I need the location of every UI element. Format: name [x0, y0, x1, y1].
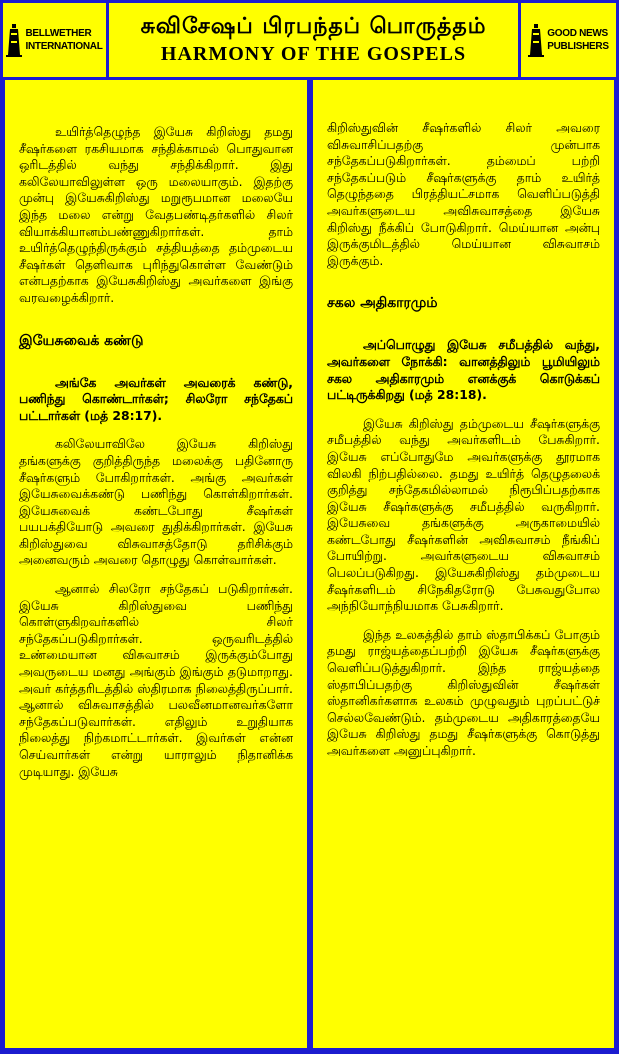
right-logo-line2: PUBLISHERS — [547, 41, 609, 52]
lighthouse-icon — [6, 23, 22, 57]
right-paragraph-2: இயேசு கிறிஸ்து தம்முடைய சீஷர்களுக்கு சமீபத்தில் வந்து அவர்களிடம் பேசுகிறார். இயேசு எப்போதுமே அவர்களுக்கு தூரமாக விலகி நிற்பதில்லை. தமது உயிர்த் தெழுதலைக் குறித்து சந்தேகமில்லாமல் நிரூபிப்பதற்காக இயேசு சீஷர்களுக்கு சமீபத்தில் வருகிறார். இயேசுவை தங்களுக்கு அருகாமையில் கண்டபோது சீஷர்களின் அவிசுவாசம் நீங்கிப் போயிற்று. அவர்களுடைய விசுவாசம் பெலப்படுகிறது. இயேசுகிறிஸ்து தம்முடைய சீஷர்களிடம் சிநேகிதரோடு பேசுவதுபோல அந்நியோந்நியமாக பேசுகிறார். — [327, 415, 600, 614]
page-title-tamil: சுவிசேஷப் பிரபந்தப் பொருத்தம் — [140, 14, 487, 39]
right-scripture-quote: அப்பொழுது இயேசு சமீபத்தில் வந்து, அவர்களை நோக்கி: வானத்திலும் பூமியிலும் சகல அதிகாரமும் எனக்குக் கொடுக்கப் பட்டிருக்கிறது (மத் 28:18). — [327, 337, 600, 403]
left-paragraph-2: கலிலேயாவிலே இயேசு கிறிஸ்து தங்களுக்கு குறித்திருந்த மலைக்கு பதினோரு சீஷர்களும் போகிறார்கள். அங்கு அவர்கள் இயேசுவைக்கண்டு பணிந்து கொள்கிறார்கள். இயேசுவைக் கண்டபோது சீஷர்கள் பயபக்தியோடு அவரை துதிக்கிறார்கள். இயேசு கிறிஸ்துவை விசுவாசத்தோடு தரிசிக்கும் அனைவரும் அவரை தொழுது கொள்வார்கள். — [19, 436, 293, 568]
good-news-logo — [521, 3, 616, 77]
left-paragraph-1: உயிர்த்தெழுந்த இயேசு கிறிஸ்து தமது சீஷர்களை ரகசியமாக சந்திக்காமல் பொதுவான ஒரிடத்தில் வந்து சந்திக்கிறார். இது கலிலேயாவிலுள்ள ஒரு மலையாகும். இதற்கு முன்பு இயேசுகிறிஸ்து மறுரூபமான மலையே இந்த மலை என்று வேதபண்டிதர்களில் சிலர் வியாக்கியானம்பண்ணுகிறார்கள். தாம் உயிர்த்தெழுந்திருக்கும் சத்தியத்தை தம்முடைய சீஷர்கள் தெளிவாக புரிந்துகொள்ள வேண்டும் என்பதற்காக இயேசுகிறிஸ்து அவர்களை இங்கு வரவழைக்கிறார். — [19, 124, 293, 305]
right-paragraph-1: கிறிஸ்துவின் சீஷர்களில் சிலர் அவரை விசுவாசிப்பதற்கு முன்பாக சந்தேகப்படுகிறார்கள். தம்மைப் பற்றி சந்தேகப்படும் சீஷர்களுக்கு தாம் உயிர்த் தெழுந்ததை பிரத்தியட்சமாக வெளிப்படுத்தி அவர்களுடைய அவிசுவாசத்தை இயேசு கிறிஸ்து நீக்கிப் போடுகிறார். மெய்யான அன்பு இருக்குமிடத்தில் மெய்யான விசுவாசம் இருக்கும். — [327, 120, 600, 268]
header — [3, 3, 616, 77]
title-box — [109, 3, 518, 77]
left-logo-line1: BELLWETHER — [25, 28, 92, 39]
left-column — [5, 80, 307, 1048]
page-title-english: HARMONY OF THE GOSPELS — [160, 43, 467, 65]
right-column — [313, 80, 614, 1048]
right-paragraph-3: இந்த உலகத்தில் தாம் ஸ்தாபிக்கப் போகும் தமது ராஜ்யத்தைப்பற்றி இயேசு சீஷர்களுக்கு வெளிப்படுத்துகிறார். இந்த ராஜ்யத்தை ஸ்தாபிப்பதற்கு கிறிஸ்துவின் சீஷர்கள் ஸ்தானிகர்களாக உலகம் முழுவதும் புறப்பட்டுச் செல்லவேண்டும். தம்முடைய அதிகாரத்தையே இயேசு கிறிஸ்து தமது சீஷர்களுக்கு கொடுத்து அவர்களை அனுப்புகிறார். — [327, 626, 600, 758]
left-heading-1: இயேசுவைக் கண்டு — [19, 332, 144, 349]
left-logo-line2: INTERNATIONAL — [25, 41, 103, 52]
bellwether-logo — [3, 3, 106, 77]
left-scripture-quote: அங்கே அவர்கள் அவரைக் கண்டு, பணிந்து கொண்டார்கள்; சிலரோ சந்தேகப் பட்டார்கள் (மத் 28:17). — [19, 374, 293, 423]
right-heading-1: சகல அதிகாரமும் — [327, 295, 438, 312]
right-logo-line1: GOOD NEWS — [547, 28, 608, 39]
left-paragraph-3: ஆனால் சிலரோ சந்தேகப் படுகிறார்கள். இயேசு கிறிஸ்துவை பணிந்து கொள்ளுகிறவர்களில் சிலர் சந்தேகப்படுகிறார்கள். ஒருவரிடத்தில் உண்மையான விசுவாசம் இருக்கும்போது அவருடைய மனது அங்கும் இங்கும் தடுமாறாது. அவர் கர்த்தரிடத்தில் ஸ்திரமாக நிலைத்திருப்பார். ஆனால் விசுவாசத்தில் பலவீனமானவர்களோ சந்தேகப்படுவார்கள். எதிலும் உறுதியாக நிலைத்து நிற்கமாட்டார்கள். இவர்கள் என்ன செய்வார்கள் என்று யாராலும் நிதானிக்க முடியாது. இயேசு — [19, 581, 293, 779]
lighthouse-icon — [528, 23, 544, 57]
